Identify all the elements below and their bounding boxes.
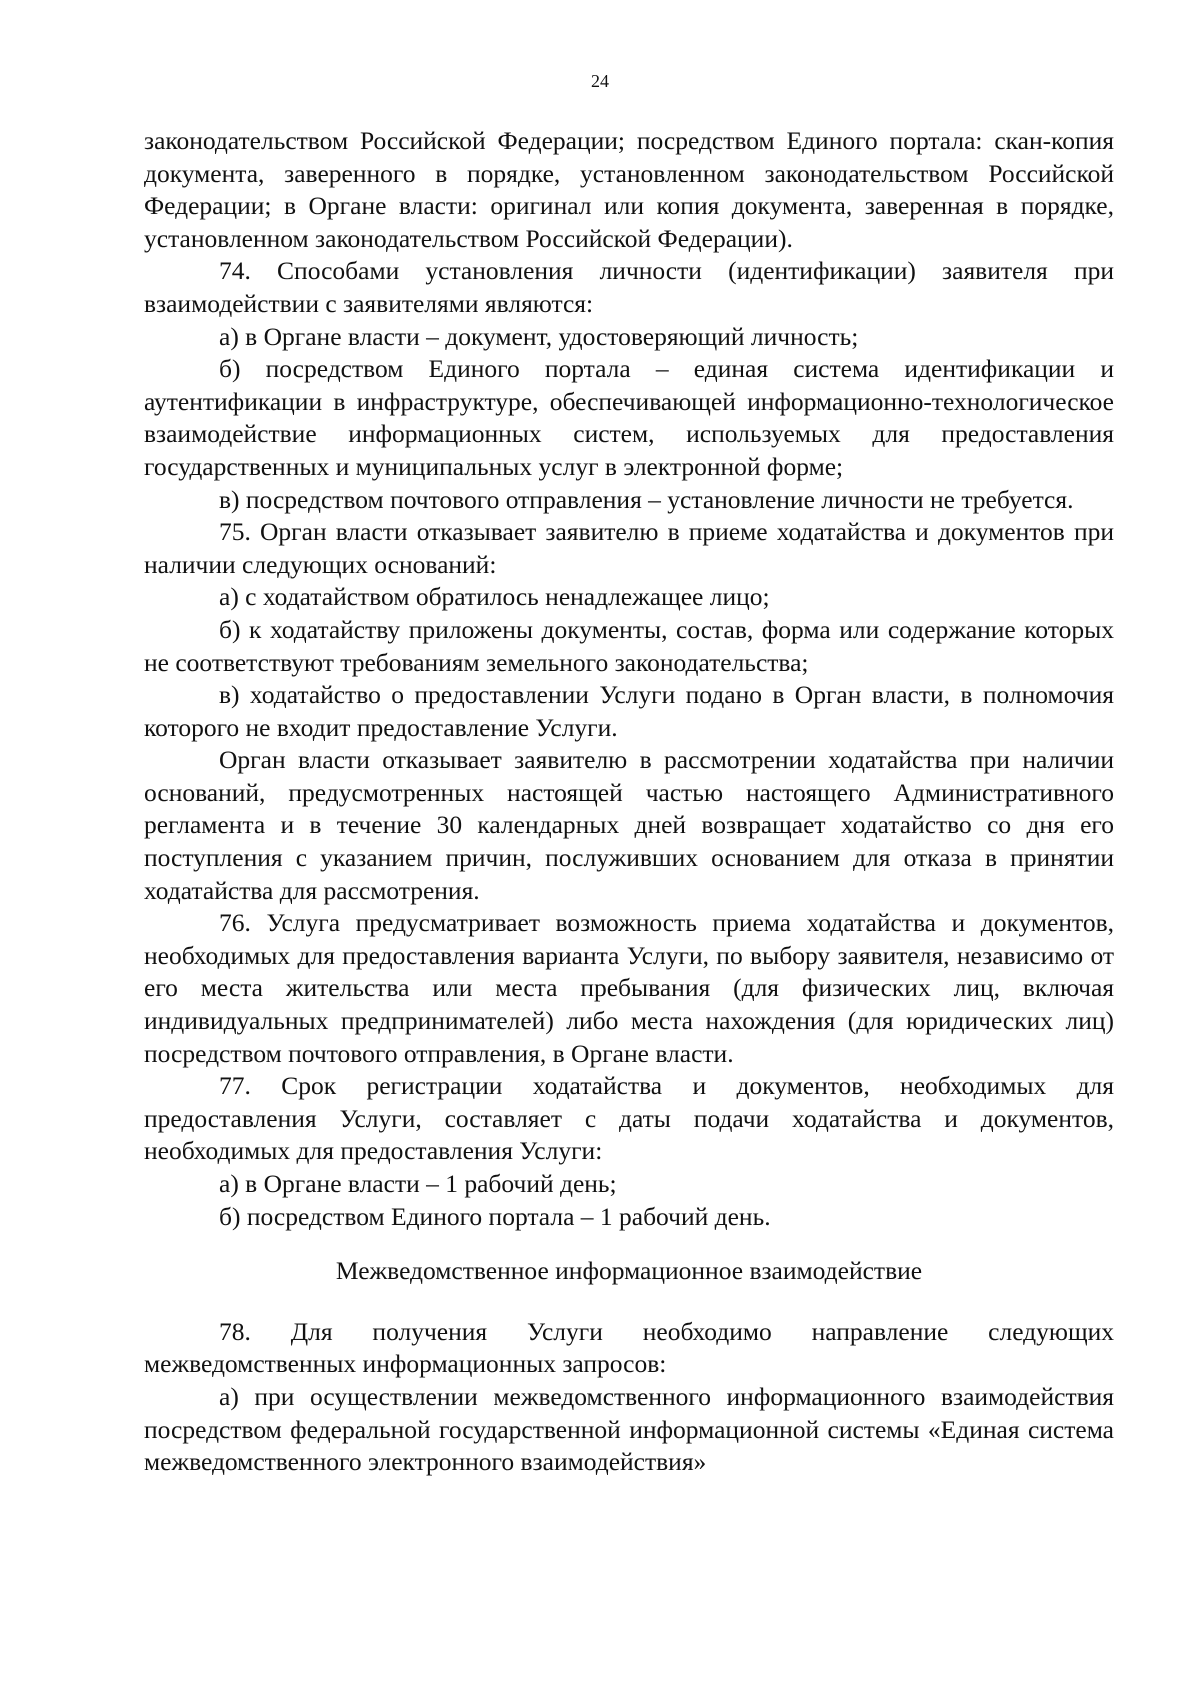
paragraph-77: 77. Срок регистрации ходатайства и документов, необходимых для предоставления Услуги, составляет с даты подачи ходатайства и документов, необходимых для предоставления Услуги:	[144, 1071, 1114, 1166]
paragraph-74-v: в) посредством почтового отправления – установление личности не требуется.	[219, 484, 1074, 514]
page-number: 24	[591, 71, 609, 91]
paragraph-75-a: а) с ходатайством обратилось ненадлежащее лицо;	[219, 582, 770, 612]
document-body	[144, 125, 1114, 1479]
paragraph-78-a: а) при осуществлении межведомственного информационного взаимодействия посредством федеральной государственной информационной системы «Единая система межведомственного электронного взаимодействия»	[144, 1381, 1114, 1477]
paragraph-75-refusal: Орган власти отказывает заявителю в рассмотрении ходатайства при наличии оснований, предусмотренных настоящей частью настоящего Административного регламента и в течение 30 календарных дней возвращает ходатайство со дня его поступления с указанием причин, послуживших основанием для отказа в принятии ходатайства для рассмотрения.	[144, 745, 1114, 905]
paragraph-75-v: в) ходатайство о предоставлении Услуги подано в Орган власти, в полномочия которого не входит предоставление Услуги.	[144, 680, 1114, 742]
paragraph-74: 74. Способами установления личности (идентификации) заявителя при взаимодействии с заявителями являются:	[144, 256, 1114, 318]
paragraph-74-a: а) в Органе власти – документ, удостоверяющий личность;	[219, 321, 859, 351]
paragraph-75-b: б) к ходатайству приложены документы, состав, форма или содержание которых не соответствуют требованиям земельного законодательства;	[144, 614, 1114, 677]
paragraph-74-b: б) посредством Единого портала – единая система идентификации и аутентификации в инфраструктуре, обеспечивающей информационно-технологическое взаимодействие информационных систем, используемых для предоставления государственных и муниципальных услуг в электронной форме;	[144, 354, 1114, 481]
paragraph-76: 76. Услуга предусматривает возможность приема ходатайства и документов, необходимых для предоставления варианта Услуги, по выбору заявителя, независимо от его места жительства или места пребывания (для физических лиц, включая индивидуальных предпринимателей) либо места нахождения (для юридических лиц) посредством почтового отправления, в Органе власти.	[144, 908, 1114, 1068]
paragraph-75: 75. Орган власти отказывает заявителю в приеме ходатайства и документов при наличии следующих оснований:	[144, 517, 1114, 579]
section-heading: Межведомственное информационное взаимодействие	[335, 1256, 923, 1286]
paragraph-77-b: б) посредством Единого портала – 1 рабочий день.	[219, 1201, 771, 1231]
paragraph-78: 78. Для получения Услуги необходимо направление следующих межведомственных информационных запросов:	[144, 1316, 1114, 1379]
paragraph-77-a: а) в Органе власти – 1 рабочий день;	[219, 1169, 617, 1198]
paragraph-continuation: законодательством Российской Федерации; посредством Единого портала: скан-копия документа, заверенного в порядке, установленном законодательством Российской Федерации; в Органе власти: оригинал или копия документа, заверенная в порядке, установленном законодательством Российской Федерации).	[144, 126, 1114, 253]
